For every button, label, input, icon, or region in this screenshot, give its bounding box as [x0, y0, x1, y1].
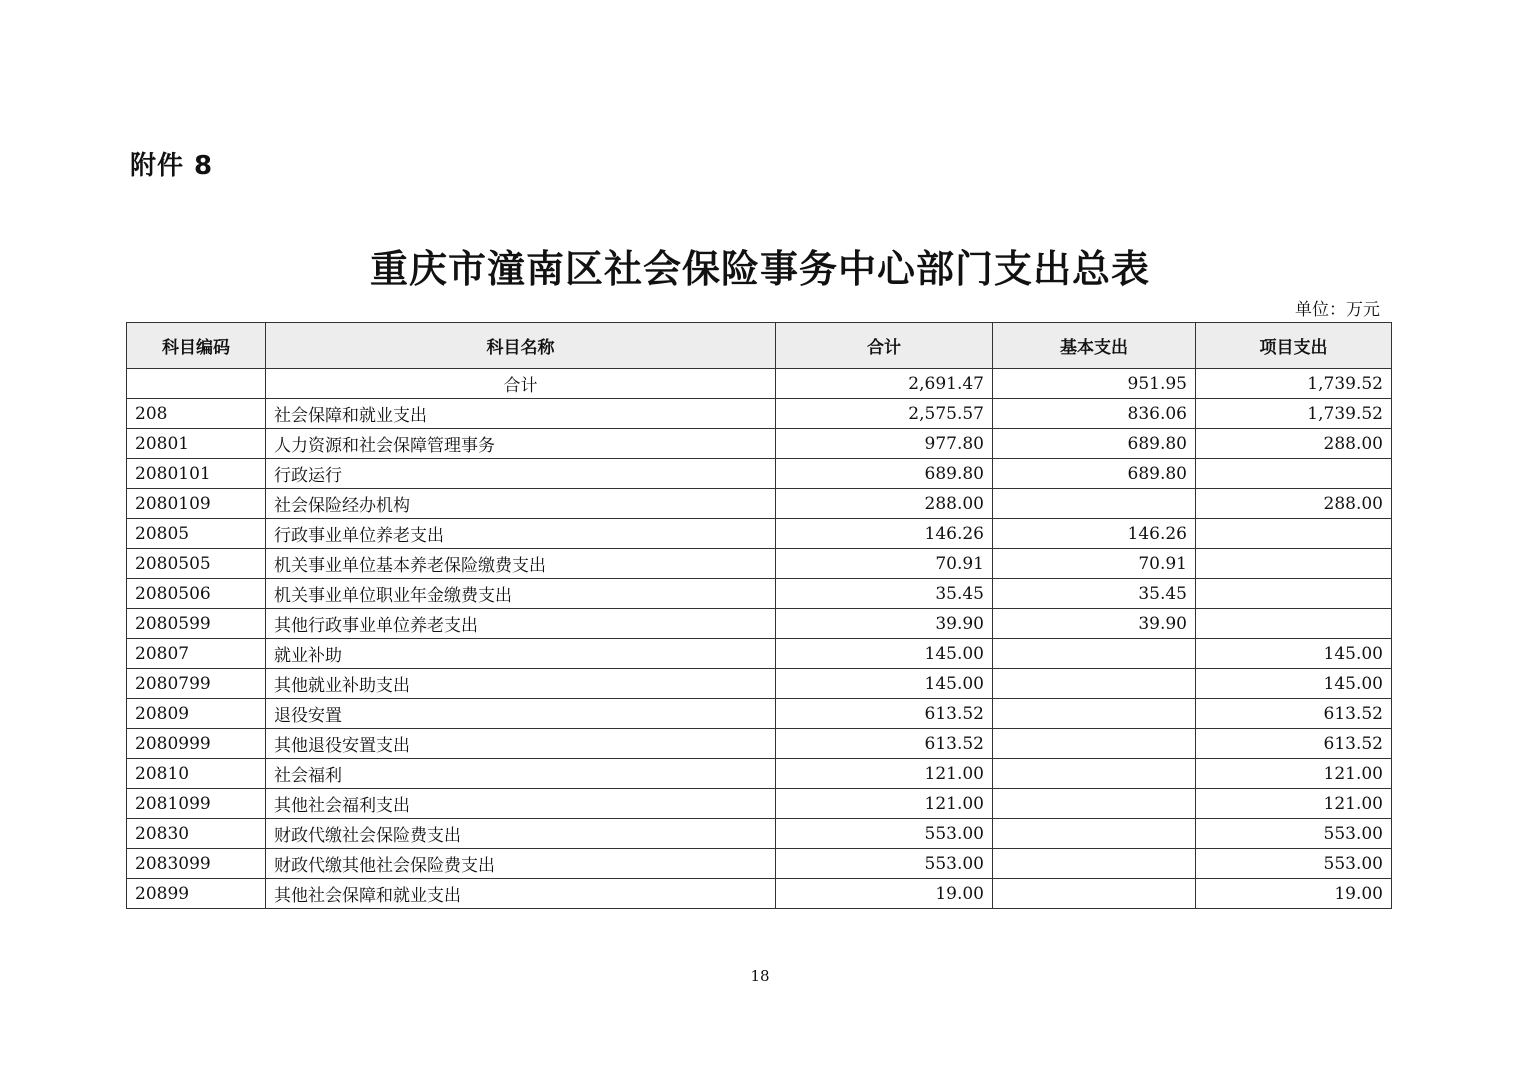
name-cell: 退役安置	[266, 699, 776, 729]
total-cell: 613.52	[776, 729, 993, 759]
table-row	[127, 789, 1392, 819]
total-cell: 121.00	[776, 789, 993, 819]
project-cell	[1196, 459, 1392, 489]
project-cell: 553.00	[1196, 849, 1392, 879]
total-cell: 553.00	[776, 849, 993, 879]
code-cell: 2080109	[127, 489, 266, 519]
table-row	[127, 699, 1392, 729]
basic-cell	[993, 699, 1196, 729]
table-row	[127, 399, 1392, 429]
basic-cell	[993, 639, 1196, 669]
table-row	[127, 609, 1392, 639]
project-cell: 121.00	[1196, 759, 1392, 789]
table-row	[127, 669, 1392, 699]
name-cell: 行政运行	[266, 459, 776, 489]
basic-cell: 146.26	[993, 519, 1196, 549]
total-cell: 689.80	[776, 459, 993, 489]
code-cell: 20807	[127, 639, 266, 669]
project-cell	[1196, 549, 1392, 579]
code-cell: 2080101	[127, 459, 266, 489]
total-cell: 613.52	[776, 699, 993, 729]
table-row	[127, 489, 1392, 519]
name-cell: 行政事业单位养老支出	[266, 519, 776, 549]
name-cell: 其他社会福利支出	[266, 789, 776, 819]
page-number: 18	[750, 967, 770, 985]
total-cell: 145.00	[776, 639, 993, 669]
code-cell: 2080599	[127, 609, 266, 639]
basic-cell	[993, 669, 1196, 699]
name-cell: 财政代缴社会保险费支出	[266, 819, 776, 849]
project-cell: 1,739.52	[1196, 399, 1392, 429]
project-cell	[1196, 609, 1392, 639]
basic-cell: 836.06	[993, 399, 1196, 429]
table-row	[127, 819, 1392, 849]
code-cell: 208	[127, 399, 266, 429]
basic-cell: 689.80	[993, 429, 1196, 459]
table-row	[127, 519, 1392, 549]
table-row	[127, 879, 1392, 909]
total-cell: 35.45	[776, 579, 993, 609]
project-cell	[1196, 579, 1392, 609]
total-cell: 553.00	[776, 819, 993, 849]
header-total: 合计	[776, 323, 993, 369]
name-cell: 其他社会保障和就业支出	[266, 879, 776, 909]
project-cell: 121.00	[1196, 789, 1392, 819]
total-basic-cell: 951.95	[993, 369, 1196, 399]
total-name-cell: 合计	[266, 369, 776, 399]
code-cell: 2080999	[127, 729, 266, 759]
code-cell: 2083099	[127, 849, 266, 879]
name-cell: 就业补助	[266, 639, 776, 669]
table-row	[127, 759, 1392, 789]
basic-cell	[993, 489, 1196, 519]
expenditure-table	[126, 322, 1392, 909]
code-cell: 20801	[127, 429, 266, 459]
code-cell: 20830	[127, 819, 266, 849]
total-total-cell: 2,691.47	[776, 369, 993, 399]
name-cell: 人力资源和社会保障管理事务	[266, 429, 776, 459]
basic-cell	[993, 819, 1196, 849]
basic-cell: 70.91	[993, 549, 1196, 579]
header-name: 科目名称	[266, 323, 776, 369]
basic-cell	[993, 759, 1196, 789]
name-cell: 机关事业单位基本养老保险缴费支出	[266, 549, 776, 579]
header-basic: 基本支出	[993, 323, 1196, 369]
name-cell: 其他退役安置支出	[266, 729, 776, 759]
name-cell: 其他就业补助支出	[266, 669, 776, 699]
project-cell: 19.00	[1196, 879, 1392, 909]
code-cell: 20810	[127, 759, 266, 789]
basic-cell	[993, 789, 1196, 819]
total-code-cell	[127, 369, 266, 399]
total-cell: 145.00	[776, 669, 993, 699]
code-cell: 2080506	[127, 579, 266, 609]
table-row	[127, 639, 1392, 669]
total-cell: 39.90	[776, 609, 993, 639]
project-cell: 288.00	[1196, 489, 1392, 519]
name-cell: 社会保障和就业支出	[266, 399, 776, 429]
basic-cell: 689.80	[993, 459, 1196, 489]
total-project-cell: 1,739.52	[1196, 369, 1392, 399]
unit-label: 单位：万元	[1295, 300, 1380, 320]
name-cell: 机关事业单位职业年金缴费支出	[266, 579, 776, 609]
code-cell: 20809	[127, 699, 266, 729]
project-cell: 145.00	[1196, 639, 1392, 669]
basic-cell: 35.45	[993, 579, 1196, 609]
basic-cell: 39.90	[993, 609, 1196, 639]
table-row	[127, 729, 1392, 759]
table-row	[127, 549, 1392, 579]
project-cell: 553.00	[1196, 819, 1392, 849]
name-cell: 其他行政事业单位养老支出	[266, 609, 776, 639]
total-cell: 977.80	[776, 429, 993, 459]
project-cell: 613.52	[1196, 699, 1392, 729]
page-title: 重庆市潼南区社会保险事务中心部门支出总表	[369, 247, 1150, 291]
name-cell: 社会福利	[266, 759, 776, 789]
table-header-row	[127, 323, 1392, 369]
table-row	[127, 849, 1392, 879]
table-row	[127, 429, 1392, 459]
project-cell: 613.52	[1196, 729, 1392, 759]
name-cell: 社会保险经办机构	[266, 489, 776, 519]
basic-cell	[993, 879, 1196, 909]
project-cell: 288.00	[1196, 429, 1392, 459]
basic-cell	[993, 729, 1196, 759]
total-cell: 288.00	[776, 489, 993, 519]
code-cell: 20899	[127, 879, 266, 909]
header-code: 科目编码	[127, 323, 266, 369]
basic-cell	[993, 849, 1196, 879]
code-cell: 20805	[127, 519, 266, 549]
code-cell: 2080505	[127, 549, 266, 579]
total-cell: 2,575.57	[776, 399, 993, 429]
header-project: 项目支出	[1196, 323, 1392, 369]
total-cell: 121.00	[776, 759, 993, 789]
project-cell	[1196, 519, 1392, 549]
project-cell: 145.00	[1196, 669, 1392, 699]
total-row	[127, 369, 1392, 399]
name-cell: 财政代缴其他社会保险费支出	[266, 849, 776, 879]
total-cell: 70.91	[776, 549, 993, 579]
table-row	[127, 459, 1392, 489]
code-cell: 2080799	[127, 669, 266, 699]
code-cell: 2081099	[127, 789, 266, 819]
total-cell: 146.26	[776, 519, 993, 549]
table-row	[127, 579, 1392, 609]
attachment-label: 附件 8	[130, 151, 214, 181]
total-cell: 19.00	[776, 879, 993, 909]
